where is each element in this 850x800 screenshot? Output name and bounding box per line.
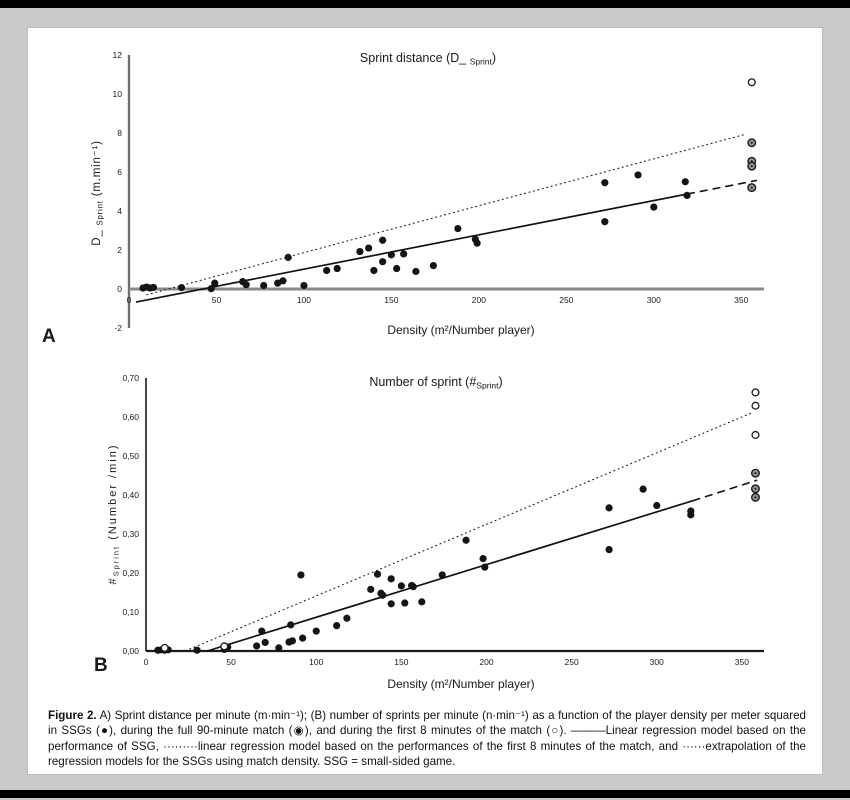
ssg-point <box>374 571 381 578</box>
x-tick-label: 200 <box>471 295 486 305</box>
ssg-point <box>400 250 407 257</box>
ssg-point <box>365 244 372 251</box>
ssg-point <box>370 267 377 274</box>
ssg-point <box>388 600 395 607</box>
top-border-bar <box>0 0 850 8</box>
ssg-point <box>287 621 294 628</box>
x-tick-label: 350 <box>734 657 749 667</box>
ssg-point <box>334 265 341 272</box>
ssg-point <box>260 282 267 289</box>
ssg-point <box>412 268 419 275</box>
ssg-point <box>258 628 265 635</box>
ssg-point <box>299 635 306 642</box>
first8-point <box>752 402 759 409</box>
ssg-point <box>343 615 350 622</box>
ssg-point <box>379 258 386 265</box>
ssg-point <box>289 637 296 644</box>
ssg-point <box>474 240 481 247</box>
ssg-point <box>262 639 269 646</box>
first8-regression-line <box>146 134 746 295</box>
chart-b-plot <box>28 361 824 709</box>
first8-point <box>221 643 228 650</box>
x-tick-label: 300 <box>649 657 664 667</box>
y-tick-label: 0,30 <box>122 529 139 539</box>
figure-caption <box>48 708 806 770</box>
ssg-point <box>150 284 157 291</box>
ssg-extrapolation-line <box>687 180 757 194</box>
chart-a-sprint-distance <box>28 28 824 361</box>
ssg-point <box>401 599 408 606</box>
ssg-point <box>430 262 437 269</box>
figure-caption-label: Figure 2. <box>48 709 97 722</box>
x-tick-label: 50 <box>226 657 236 667</box>
ssg-point <box>323 267 330 274</box>
ssg-point <box>398 582 405 589</box>
ssg-point <box>253 642 260 649</box>
chart-title: Sprint distance (D_ $_{Sprint}$) <box>359 51 497 67</box>
y-tick-label: 0,40 <box>122 490 139 500</box>
figure-panel <box>27 27 823 775</box>
x-tick-label: 100 <box>309 657 324 667</box>
y-tick-label: 0,20 <box>122 568 139 578</box>
ssg-point <box>640 486 647 493</box>
ssg-point <box>193 647 200 654</box>
y-tick-label: 8 <box>117 128 122 138</box>
ssg-regression-line <box>136 194 687 302</box>
panel-label: B <box>94 655 108 676</box>
match-point-center <box>754 488 756 490</box>
x-tick-label: 250 <box>564 657 579 667</box>
x-tick-label: 250 <box>559 295 574 305</box>
ssg-point <box>687 511 694 518</box>
x-tick-label: 150 <box>384 295 399 305</box>
ssg-point <box>356 248 363 255</box>
chart-title: Number of sprint $(\#_{Sprint})$ <box>369 375 503 391</box>
ssg-point <box>285 254 292 261</box>
ssg-point <box>479 555 486 562</box>
x-axis-label: Density (m²/Number player) <box>387 677 535 691</box>
ssg-point <box>313 628 320 635</box>
y-tick-label: 10 <box>112 89 122 99</box>
ssg-extrapolation-line <box>692 480 757 501</box>
ssg-point <box>634 171 641 178</box>
x-tick-label: 0 <box>143 657 149 667</box>
ssg-point <box>275 644 282 651</box>
ssg-point <box>605 504 612 511</box>
ssg-point <box>439 571 446 578</box>
y-tick-label: -2 <box>114 323 122 333</box>
ssg-point <box>605 546 612 553</box>
y-axis-label: $\#_{Sprint}$ (Number /min) <box>107 443 121 585</box>
ssg-point <box>379 237 386 244</box>
ssg-point <box>682 178 689 185</box>
ssg-point <box>650 204 657 211</box>
first8-point <box>748 79 755 86</box>
ssg-point <box>300 282 307 289</box>
chart-b-number-of-sprints <box>28 361 824 709</box>
ssg-point <box>683 192 690 199</box>
first8-point <box>752 389 759 396</box>
x-tick-label: 100 <box>296 295 312 305</box>
x-axis-label: Density (m²/Number player) <box>387 323 535 337</box>
x-tick-label: 150 <box>394 657 409 667</box>
ssg-point <box>333 622 340 629</box>
bottom-border-bar <box>0 790 850 798</box>
chart-a-plot <box>28 28 824 361</box>
ssg-point <box>297 571 304 578</box>
y-tick-label: 0,00 <box>122 646 139 656</box>
panel-label: A <box>42 326 56 347</box>
match-point-center <box>751 165 753 167</box>
x-tick-label: 300 <box>646 295 661 305</box>
x-tick-label: 200 <box>479 657 494 667</box>
y-axis-label: D_ $_{Sprint}$ (m.min⁻¹) <box>91 140 105 246</box>
ssg-point <box>418 598 425 605</box>
x-tick-label: 350 <box>734 295 749 305</box>
ssg-point <box>462 537 469 544</box>
ssg-point <box>653 502 660 509</box>
y-tick-label: 0 <box>117 284 122 294</box>
match-point-center <box>754 496 756 498</box>
ssg-point <box>601 218 608 225</box>
ssg-point <box>454 225 461 232</box>
ssg-point <box>367 586 374 593</box>
y-tick-label: 12 <box>112 50 122 60</box>
y-tick-label: 2 <box>117 245 122 255</box>
ssg-regression-line <box>207 501 692 651</box>
ssg-point <box>601 179 608 186</box>
first8-regression-line <box>185 413 752 651</box>
x-tick-label: 0 <box>126 295 132 305</box>
ssg-point <box>178 284 185 291</box>
ssg-point <box>388 251 395 258</box>
y-tick-label: 0,10 <box>122 607 139 617</box>
y-tick-label: 0,50 <box>122 451 139 461</box>
first8-point <box>161 644 168 651</box>
ssg-point <box>481 564 488 571</box>
y-tick-label: 6 <box>117 167 122 177</box>
y-tick-label: 0,60 <box>122 412 139 422</box>
match-point-center <box>754 472 756 474</box>
x-tick-label: 50 <box>211 295 222 305</box>
ssg-point <box>410 583 417 590</box>
y-tick-label: 0,70 <box>122 373 139 383</box>
ssg-point <box>279 277 286 284</box>
match-point-center <box>751 142 753 144</box>
match-point-center <box>751 187 753 189</box>
ssg-point <box>393 265 400 272</box>
ssg-point <box>211 280 218 287</box>
figure-caption-text: A) Sprint distance per minute (m·min⁻¹); (B) number of sprints per minute (n·min⁻¹) as a function of the player density per meter squared in SSGs (●), during the full 90-minute match (◉), and during the first 8 minutes of the match (○). ———Linear regression model based on the performance of SSG, ·········linear regression model based on the performances of the first 8 minutes of the match, and ······extrapolation of the regression models for the SSGs using match density. SSG = small-sided game. <box>48 709 806 769</box>
ssg-point <box>388 575 395 582</box>
ssg-point <box>243 281 250 288</box>
first8-point <box>752 432 759 439</box>
y-tick-label: 4 <box>117 206 122 216</box>
ssg-point <box>379 592 386 599</box>
